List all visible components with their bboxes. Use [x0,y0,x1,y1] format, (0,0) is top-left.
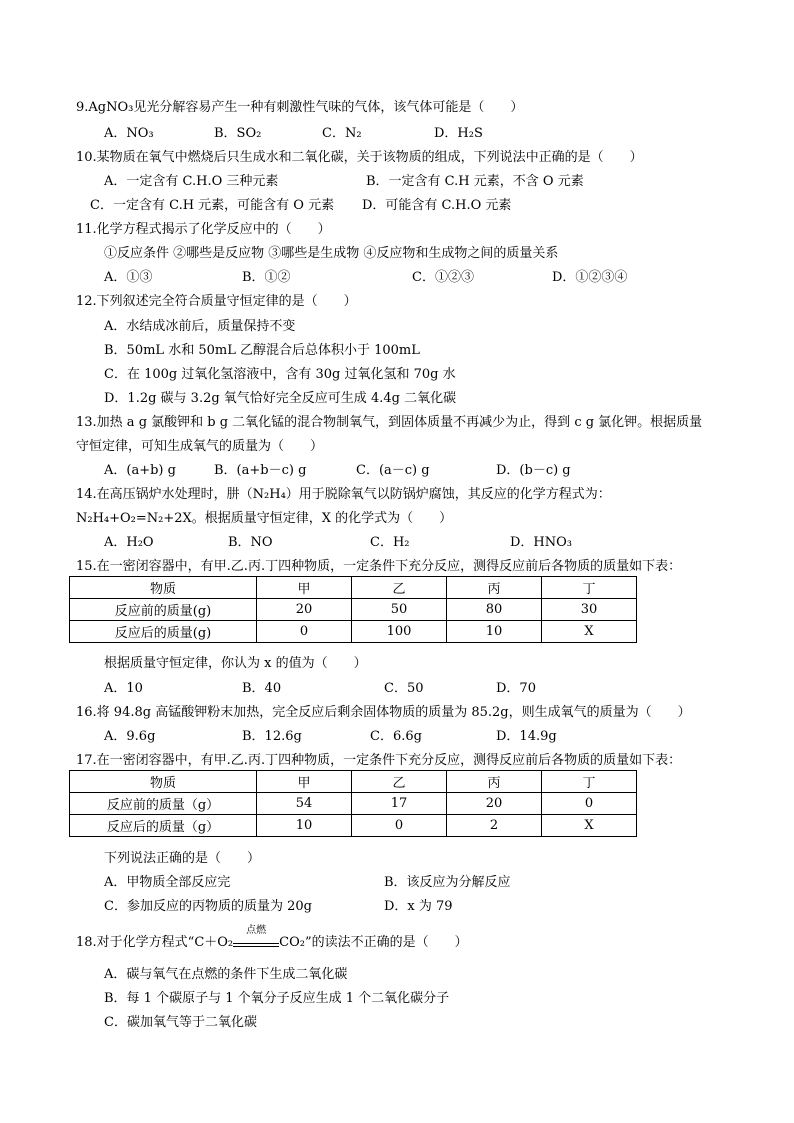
q11-option-c: C．①②③ [412,270,474,285]
table-cell: 0 [352,815,447,837]
table-cell: 50 [352,599,447,621]
q16-option-c: C．6.6g [370,729,422,744]
q11-sub: ①反应条件 ②哪些是反应物 ③哪些是生成物 ④反应物和生成物之间的质量关系 [104,246,559,261]
table-cell: 0 [542,793,637,815]
q13-stem-line2: 守恒定律，可知生成氧气的质量为（ ） [76,439,324,454]
q17-option-d: D．x 为 79 [384,899,453,914]
table-header-cell: 乙 [352,577,447,599]
q14-option-a: A．H₂O [104,535,154,550]
table-cell: 30 [542,599,637,621]
table-cell: 20 [447,793,542,815]
table-cell: 反应前的质量(g) [70,599,257,621]
q18-option-a: A．碳与氧气在点燃的条件下生成二氧化碳 [104,967,348,982]
table-cell: 80 [447,599,542,621]
q10-stem: 10.某物质在氧气中燃烧后只生成水和二氧化碳，关于该物质的组成，下列说法中正确的是（ ） [76,150,643,165]
q12-stem: 12.下列叙述完全符合质量守恒定律的是（ ） [76,294,357,309]
reaction-condition: 点燃 [246,924,267,936]
table-header-cell: 丙 [447,771,542,793]
q17-follow: 下列说法正确的是（ ） [104,851,261,866]
q18-option-c: C．碳加氧气等于二氧化碳 [104,1015,257,1030]
q16-option-d: D．14.9g [496,729,557,744]
q10-option-d: D．可能含有 C.H.O 元素 [362,198,512,213]
q17-option-a: A．甲物质全部反应完 [104,875,231,890]
table-cell: X [542,815,637,837]
q18-stem [76,924,468,952]
q18-option-b: B．每 1 个碳原子与 1 个氧分子反应生成 1 个二氧化碳分子 [104,991,450,1006]
q15-stem: 15.在一密闭容器中，有甲.乙.丙.丁四种物质，一定条件下充分反应，测得反应前后各物质的质量如下表： [76,559,682,574]
q13-option-d: D．(b－c) g [496,463,571,478]
q15-mass-table [69,576,637,643]
table-cell: 0 [257,621,352,643]
table-cell: 10 [447,621,542,643]
table-row [70,793,637,815]
table-header-cell: 物质 [70,577,257,599]
q11-option-d: D．①②③④ [552,270,628,285]
table-cell: 反应后的质量(g) [70,621,257,643]
table-header-row [70,577,637,599]
q9-option-b: B．SO₂ [214,126,262,141]
table-header-cell: 物质 [70,771,257,793]
table-header-cell: 丙 [447,577,542,599]
table-cell: X [542,621,637,643]
q13-option-a: A．(a+b) g [104,463,176,478]
table-header-cell: 甲 [257,771,352,793]
table-header-cell: 甲 [257,577,352,599]
q13-option-c: C．(a－c) g [356,463,430,478]
reaction-arrow-icon [233,924,279,951]
q15-option-a: A．10 [104,681,143,696]
q9-option-a: A．NO₃ [104,126,154,141]
q14-option-c: C．H₂ [370,535,410,550]
q13-option-b: B．(a+b－c) g [214,463,307,478]
q12-option-a: A．水结成冰前后，质量保持不变 [104,319,296,334]
table-cell: 2 [447,815,542,837]
q15-option-b: B．40 [242,681,282,696]
table-row [70,599,637,621]
table-cell: 17 [352,793,447,815]
q18-stem-prefix: 18.对于化学方程式“C＋O₂ [76,935,234,950]
q17-option-b: B．该反应为分解反应 [384,875,511,890]
q11-stem: 11.化学方程式揭示了化学反应中的（ ） [76,222,331,237]
table-header-cell: 丁 [542,771,637,793]
q9-stem: 9.AgNO₃见光分解容易产生一种有刺激性气味的气体，该气体可能是（ ） [76,100,524,115]
table-cell: 反应后的质量（g） [70,815,257,837]
table-cell: 20 [257,599,352,621]
q14-stem-line1: 14.在高压锅炉水处理时，肼（N₂H₄）用于脱除氧气以防锅炉腐蚀，其反应的化学方程式为： [76,487,611,502]
q10-option-c: C．一定含有 C.H 元素，可能含有 O 元素 [90,198,335,213]
q10-option-b: B．一定含有 C.H 元素，不含 O 元素 [366,174,584,189]
q16-stem: 16.将 94.8g 高锰酸钾粉末加热，完全反应后剩余固体物质的质量为 85.2g，则生成氧气的质量为（ ） [76,705,691,720]
q15-option-d: D．70 [496,681,536,696]
q12-option-c: C．在 100g 过氧化氢溶液中，含有 30g 过氧化氢和 70g 水 [104,367,456,382]
table-row [70,815,637,837]
table-row [70,621,637,643]
q9-option-c: C．N₂ [322,126,362,141]
q16-option-b: B．12.6g [242,729,302,744]
q14-stem-line2: N₂H₄+O₂=N₂+2X。根据质量守恒定律，X 的化学式为（ ） [76,511,453,526]
table-header-cell: 丁 [542,577,637,599]
q17-stem: 17.在一密闭容器中，有甲.乙.丙.丁四种物质，一定条件下充分反应，测得反应前后各物质的质量如下表： [76,753,682,768]
q17-option-c: C．参加反应的丙物质的质量为 20g [104,899,312,914]
q14-option-d: D．HNO₃ [510,535,573,550]
table-cell: 10 [257,815,352,837]
q15-option-c: C．50 [384,681,424,696]
q16-option-a: A．9.6g [104,729,156,744]
q11-option-a: A．①③ [104,270,153,285]
q13-stem-line1: 13.加热 a g 氯酸钾和 b g 二氧化锰的混合物制氧气，到固体质量不再减少为止，得到 c g 氯化钾。根据质量 [76,415,703,430]
q15-follow: 根据质量守恒定律，你认为 x 的值为（ ） [104,656,367,671]
q11-option-b: B．①② [242,270,291,285]
q10-option-a: A．一定含有 C.H.O 三种元素 [104,174,279,189]
table-header-row [70,771,637,793]
q17-mass-table [69,770,637,837]
q12-option-d: D．1.2g 碳与 3.2g 氧气恰好完全反应可生成 4.4g 二氧化碳 [104,391,457,406]
q9-option-d: D．H₂S [434,126,483,141]
table-cell: 反应前的质量（g） [70,793,257,815]
table-cell: 100 [352,621,447,643]
table-header-cell: 乙 [352,771,447,793]
q14-option-b: B．NO [228,535,273,550]
q18-stem-suffix: CO₂”的读法不正确的是（ ） [279,935,468,950]
q12-option-b: B．50mL 水和 50mL 乙醇混合后总体积小于 100mL [104,343,420,358]
table-cell: 54 [257,793,352,815]
